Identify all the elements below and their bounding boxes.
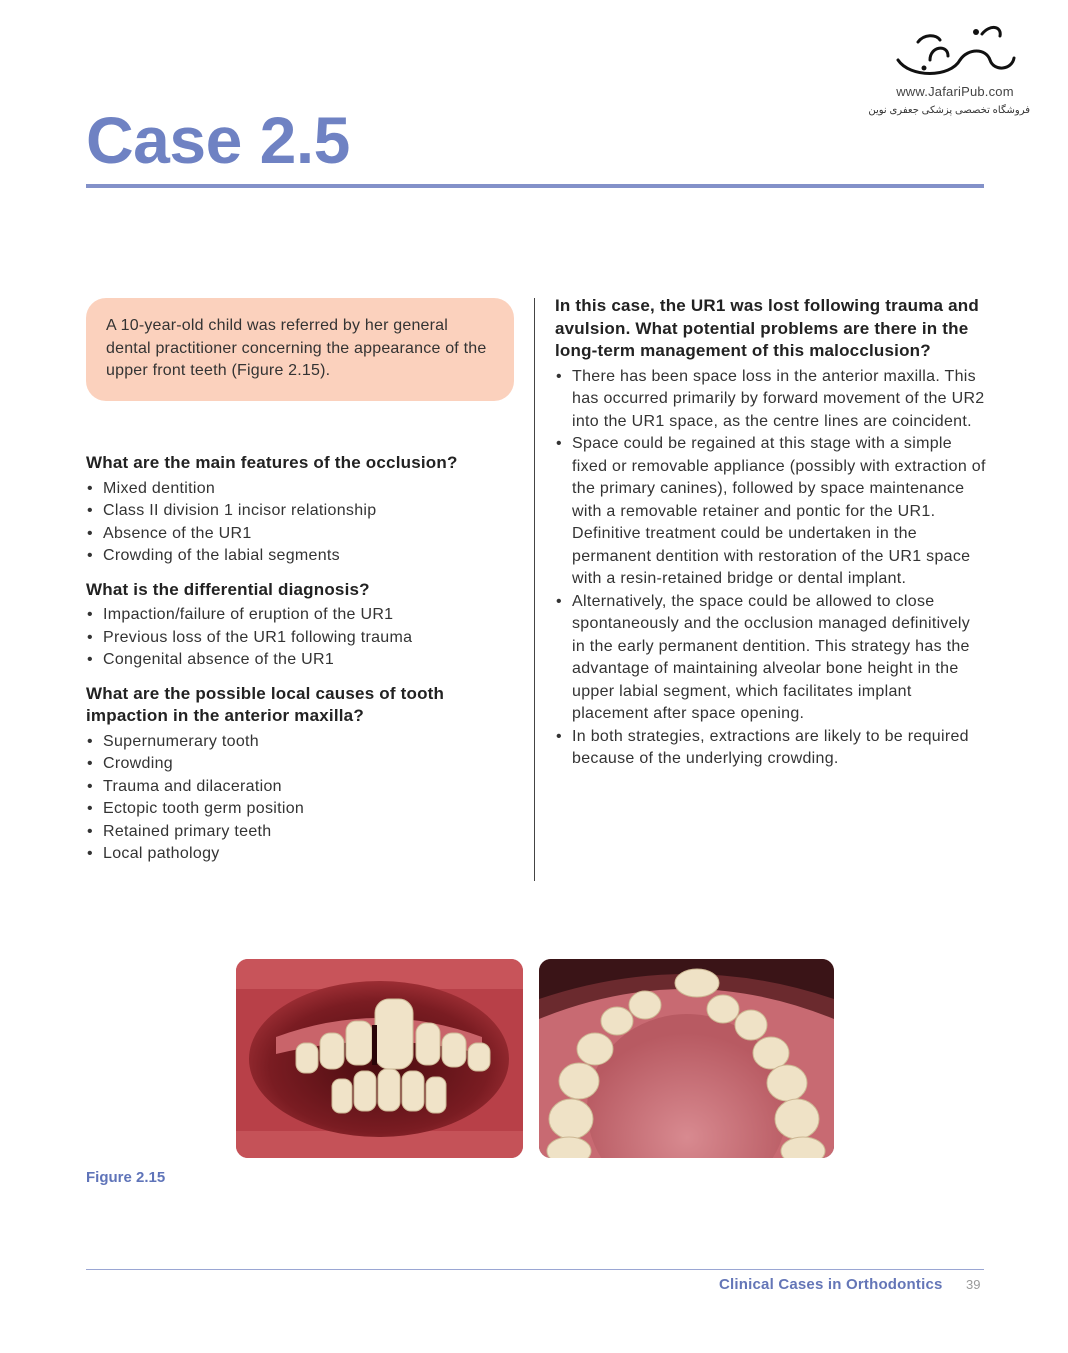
figure-photo-frontal-view xyxy=(236,959,523,1158)
list-item: • Mixed dentition xyxy=(86,478,526,501)
list-item: • Trauma and dilaceration xyxy=(86,776,526,799)
publisher-logo-mark xyxy=(890,20,1020,82)
page-number: 39 xyxy=(966,1277,981,1292)
publisher-url[interactable]: www.JafariPub.com xyxy=(896,84,1014,99)
list-item: • Previous loss of the UR1 following trauma xyxy=(86,627,526,650)
publisher-logo xyxy=(868,20,1030,120)
section-differential-diagnosis xyxy=(86,579,526,672)
bullet-list xyxy=(86,478,526,568)
list-item: • Space could be regained at this stage with a simple fixed or removable appliance (possibly with extraction of the primary canines), followed by space maintenance with a removable retainer and pontic for the UR1. Definitive treatment could be undertaken in the permanent dentition with restoration of the UR1 space with a resin-retained bridge or dental implant. xyxy=(555,433,987,591)
list-item: • Class II division 1 incisor relationship xyxy=(86,500,526,523)
list-item: • Alternatively, the space could be allowed to close spontaneously and the occlusion managed definitively in the early permanent dentition. This strategy has the advantage of maintaining alveolar bone height in the upper labial segment, which facilitates implant placement after space opening. xyxy=(555,591,987,726)
case-description-text: A 10-year-old child was referred by her general dental practitioner concerning the appearance of the upper front teeth (Figure 2.15). xyxy=(106,317,487,379)
list-item: • Impaction/failure of eruption of the UR1 xyxy=(86,604,526,627)
figure-photo-occlusal-view xyxy=(539,959,834,1158)
list-item: • Retained primary teeth xyxy=(86,821,526,844)
list-item: • Crowding xyxy=(86,753,526,776)
footer-divider xyxy=(86,1269,984,1270)
figure-caption: Figure 2.15 xyxy=(86,1169,166,1186)
list-item: • Absence of the UR1 xyxy=(86,523,526,546)
section-heading: What is the differential diagnosis? xyxy=(86,579,370,599)
footer-book-title: Clinical Cases in Orthodontics xyxy=(719,1276,943,1293)
bullet-list xyxy=(555,366,987,771)
page-title: Case 2.5 xyxy=(86,103,350,177)
list-item: • In both strategies, extractions are likely to be required because of the underlying crowding. xyxy=(555,726,987,771)
list-item: • Ectopic tooth germ position xyxy=(86,798,526,821)
section-heading: What are the main features of the occlusion? xyxy=(86,453,458,472)
section-occlusion-features xyxy=(86,452,526,568)
title-underline xyxy=(86,184,984,188)
section-impaction-causes xyxy=(86,683,526,866)
bullet-list xyxy=(86,731,526,866)
publisher-tagline: فروشگاه تخصصی پزشکی جعفری نوین xyxy=(868,105,1030,116)
list-item: • There has been space loss in the anterior maxilla. This has occurred primarily by forward movement of the UR2 into the UR1 space, as the centre lines are coincident. xyxy=(555,366,987,434)
case-description-box xyxy=(86,298,514,401)
section-heading: In this case, the UR1 was lost following trauma and avulsion. What potential problems are there in the long-term management of this malocclusion? xyxy=(555,296,979,360)
list-item: • Congenital absence of the UR1 xyxy=(86,649,526,672)
right-column xyxy=(555,295,987,771)
list-item: • Local pathology xyxy=(86,843,526,866)
bullet-list xyxy=(86,604,526,672)
left-column xyxy=(86,452,526,877)
column-divider xyxy=(534,298,535,881)
list-item: • Supernumerary tooth xyxy=(86,731,526,754)
list-item: • Crowding of the labial segments xyxy=(86,545,526,568)
section-heading: What are the possible local causes of tooth impaction in the anterior maxilla? xyxy=(86,683,445,725)
